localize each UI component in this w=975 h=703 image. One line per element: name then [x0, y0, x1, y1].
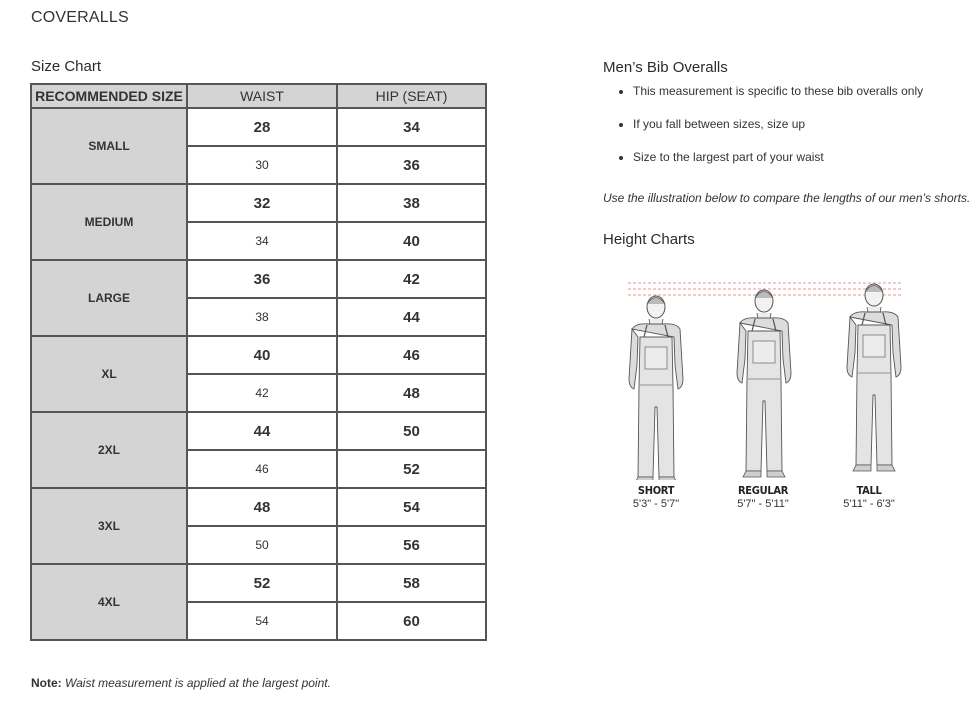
waist-cell: 38: [187, 298, 337, 336]
waist-cell: 54: [187, 602, 337, 640]
table-row: [31, 108, 486, 146]
bib-bullet-list: [603, 84, 923, 183]
note-label: Note:: [31, 676, 62, 690]
bullet-item: • If you fall between sizes, size up: [633, 117, 923, 131]
hip-cell: 42: [337, 260, 486, 298]
hip-cell: 60: [337, 602, 486, 640]
table-row: [31, 184, 486, 222]
waist-cell: 46: [187, 450, 337, 488]
size-label-cell: 4XL: [31, 564, 187, 640]
figure-name: TALL: [856, 484, 882, 497]
waist-cell: 34: [187, 222, 337, 260]
compare-illustration-text: Use the illustration below to compare the lengths of our men’s shorts.: [603, 191, 971, 205]
size-label-cell: LARGE: [31, 260, 187, 336]
figure-label-tall: [824, 484, 914, 510]
hip-cell: 36: [337, 146, 486, 184]
table-row: [31, 412, 486, 450]
figure-range: 5'7" - 5'11": [737, 498, 789, 510]
hip-cell: 34: [337, 108, 486, 146]
tall-figure: [847, 284, 901, 471]
table-row: [31, 336, 486, 374]
figure-name: SHORT: [637, 484, 675, 497]
hip-cell: 48: [337, 374, 486, 412]
waist-cell: 42: [187, 374, 337, 412]
table-note: [31, 676, 331, 690]
waist-cell: 36: [187, 260, 337, 298]
hip-cell: 52: [337, 450, 486, 488]
hip-cell: 54: [337, 488, 486, 526]
header-recommended-size: RECOMMENDED SIZE: [31, 84, 187, 108]
header-waist: WAIST: [187, 84, 337, 108]
hip-cell: 44: [337, 298, 486, 336]
size-chart-title: Size Chart: [31, 58, 102, 75]
waist-cell: 32: [187, 184, 337, 222]
header-hip: HIP (SEAT): [337, 84, 486, 108]
size-label-cell: 2XL: [31, 412, 187, 488]
figure-label-regular: [718, 484, 808, 510]
waist-cell: 28: [187, 108, 337, 146]
figure-label-short: [611, 484, 701, 510]
note-text: Waist measurement is applied at the largest point.: [65, 676, 331, 690]
height-charts-title: Height Charts: [603, 231, 695, 248]
size-label-cell: MEDIUM: [31, 184, 187, 260]
hip-cell: 56: [337, 526, 486, 564]
regular-figure: [737, 290, 791, 477]
table-header-row: [31, 84, 486, 108]
size-chart-table: [30, 83, 487, 641]
table-row: [31, 564, 486, 602]
bib-overalls-title: Men’s Bib Overalls: [603, 59, 728, 76]
hip-cell: 38: [337, 184, 486, 222]
waist-cell: 30: [187, 146, 337, 184]
table-row: [31, 488, 486, 526]
page-title: COVERALLS: [31, 9, 129, 26]
hip-cell: 50: [337, 412, 486, 450]
height-illustration: [620, 275, 910, 480]
figure-range: 5'3" - 5'7": [632, 498, 680, 510]
figure-range: 5'11" - 6'3": [843, 498, 895, 510]
waist-cell: 40: [187, 336, 337, 374]
hip-cell: 46: [337, 336, 486, 374]
waist-cell: 50: [187, 526, 337, 564]
table-row: [31, 260, 486, 298]
figure-name: REGULAR: [737, 484, 789, 497]
short-figure: [629, 296, 683, 480]
bullet-item: • This measurement is specific to these bib overalls only: [633, 84, 923, 98]
hip-cell: 58: [337, 564, 486, 602]
size-label-cell: XL: [31, 336, 187, 412]
waist-cell: 48: [187, 488, 337, 526]
hip-cell: 40: [337, 222, 486, 260]
waist-cell: 52: [187, 564, 337, 602]
size-label-cell: 3XL: [31, 488, 187, 564]
waist-cell: 44: [187, 412, 337, 450]
bullet-item: • Size to the largest part of your waist: [633, 150, 923, 164]
size-label-cell: SMALL: [31, 108, 187, 184]
